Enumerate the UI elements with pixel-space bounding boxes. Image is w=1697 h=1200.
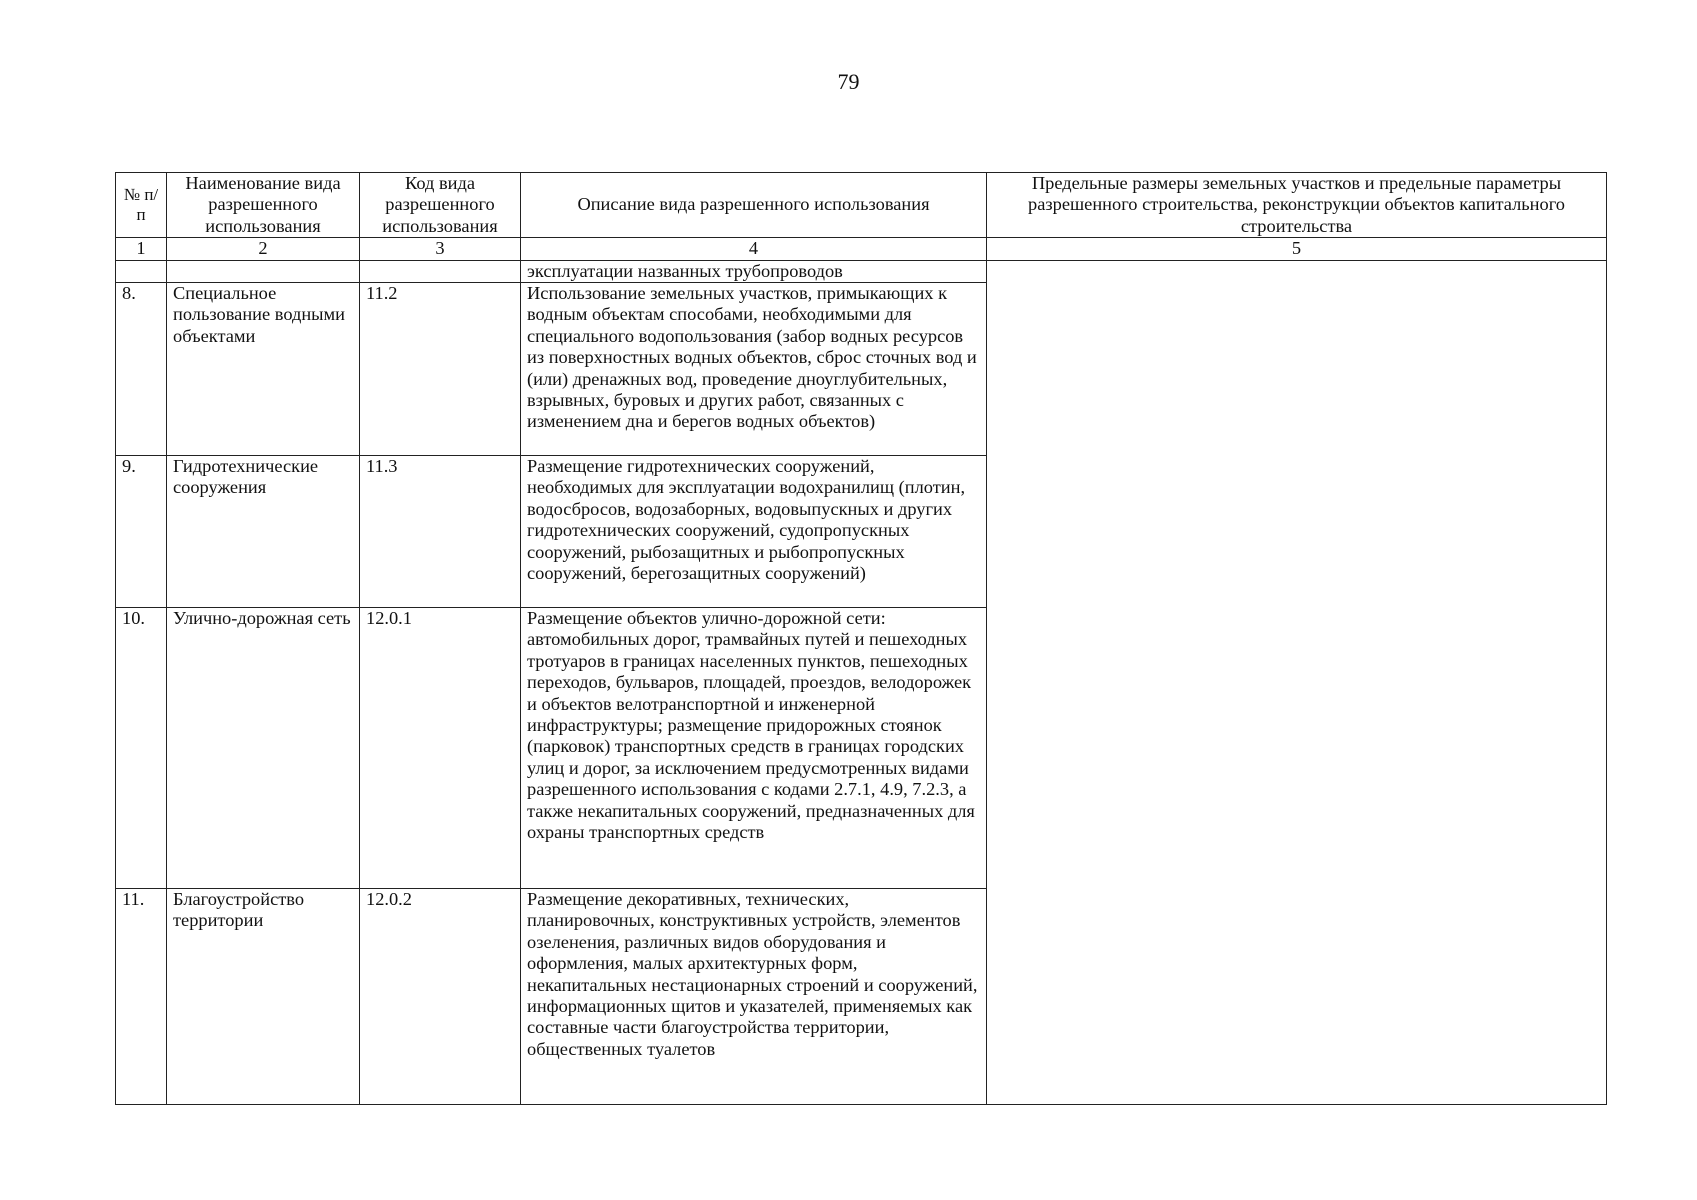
page-number: 79: [837, 69, 860, 94]
column-number: 3: [360, 238, 521, 260]
cell-no: 9.: [116, 456, 167, 608]
header-params: Предельные размеры земельных участков и предельные параметры разрешенного строительства, реконструкции объектов капитального строительства: [987, 173, 1607, 238]
table-row-continuation: [116, 260, 1607, 282]
cell-code: 12.0.2: [360, 889, 521, 1105]
header-description: Описание вида разрешенного использования: [521, 173, 987, 238]
cell-no: 10.: [116, 608, 167, 889]
column-number-row: [116, 238, 1607, 260]
cell-description: Размещение гидротехнических сооружений, необходимых для эксплуатации водохранилищ (плотин, водосбросов, водозаборных, водовыпускных и других гидротехнических сооружений, судопропускных сооружений, рыбозащитных и рыбопропускных сооружений, берегозащитных сооружений): [521, 456, 987, 608]
cell-no: [116, 260, 167, 282]
header-no: № п/п: [116, 173, 167, 238]
header-name: Наименование вида разрешенного использования: [167, 173, 360, 238]
cell-no: 8.: [116, 283, 167, 456]
header-code: Код вида разрешенного использования: [360, 173, 521, 238]
cell-description: Размещение декоративных, технических, планировочных, конструктивных устройств, элементов озеленения, различных видов оборудования и оформления, малых архитектурных форм, некапитальных нестационарных строений и сооружений, информационных щитов и указателей, применяемых как составные части благоустройства территории, общественных туалетов: [521, 889, 987, 1105]
cell-no: 11.: [116, 889, 167, 1105]
cell-code: 11.3: [360, 456, 521, 608]
cell-code: 12.0.1: [360, 608, 521, 889]
cell-name: Гидротехнические сооружения: [167, 456, 360, 608]
cell-description: Использование земельных участков, примыкающих к водным объектам способами, необходимыми для специального водопользования (забор водных ресурсов из поверхностных водных объектов, сброс сточных вод и (или) дренажных вод, проведение дноуглубительных, взрывных, буровых и других работ, связанных с изменением дна и берегов водных объектов): [521, 283, 987, 456]
cell-name: Улично-дорожная сеть: [167, 608, 360, 889]
cell-name: Благоустройство территории: [167, 889, 360, 1105]
column-number: 5: [987, 238, 1607, 260]
cell-code: 11.2: [360, 283, 521, 456]
column-number: 4: [521, 238, 987, 260]
cell-name: Специальное пользование водными объектами: [167, 283, 360, 456]
table-header-row: [116, 173, 1607, 238]
cell-description: Размещение объектов улично-дорожной сети: автомобильных дорог, трамвайных путей и пешеходных тротуаров в границах населенных пунктов, пешеходных переходов, бульваров, площадей, проездов, велодорожек и объектов велотранспортной и инженерной инфраструктуры; размещение придорожных стоянок (парковок) транспортных средств в границах городских улиц и дорог, за исключением предусмотренных видами разрешенного использования с кодами 2.7.1, 4.9, 7.2.3, а также некапитальных сооружений, предназначенных для охраны транспортных средств: [521, 608, 987, 889]
cell-name: [167, 260, 360, 282]
column-number: 2: [167, 238, 360, 260]
permitted-use-table: [115, 172, 1607, 1105]
column-number: 1: [116, 238, 167, 260]
cell-description: эксплуатации названных трубопроводов: [521, 260, 987, 282]
cell-code: [360, 260, 521, 282]
cell-params: [987, 260, 1607, 1104]
